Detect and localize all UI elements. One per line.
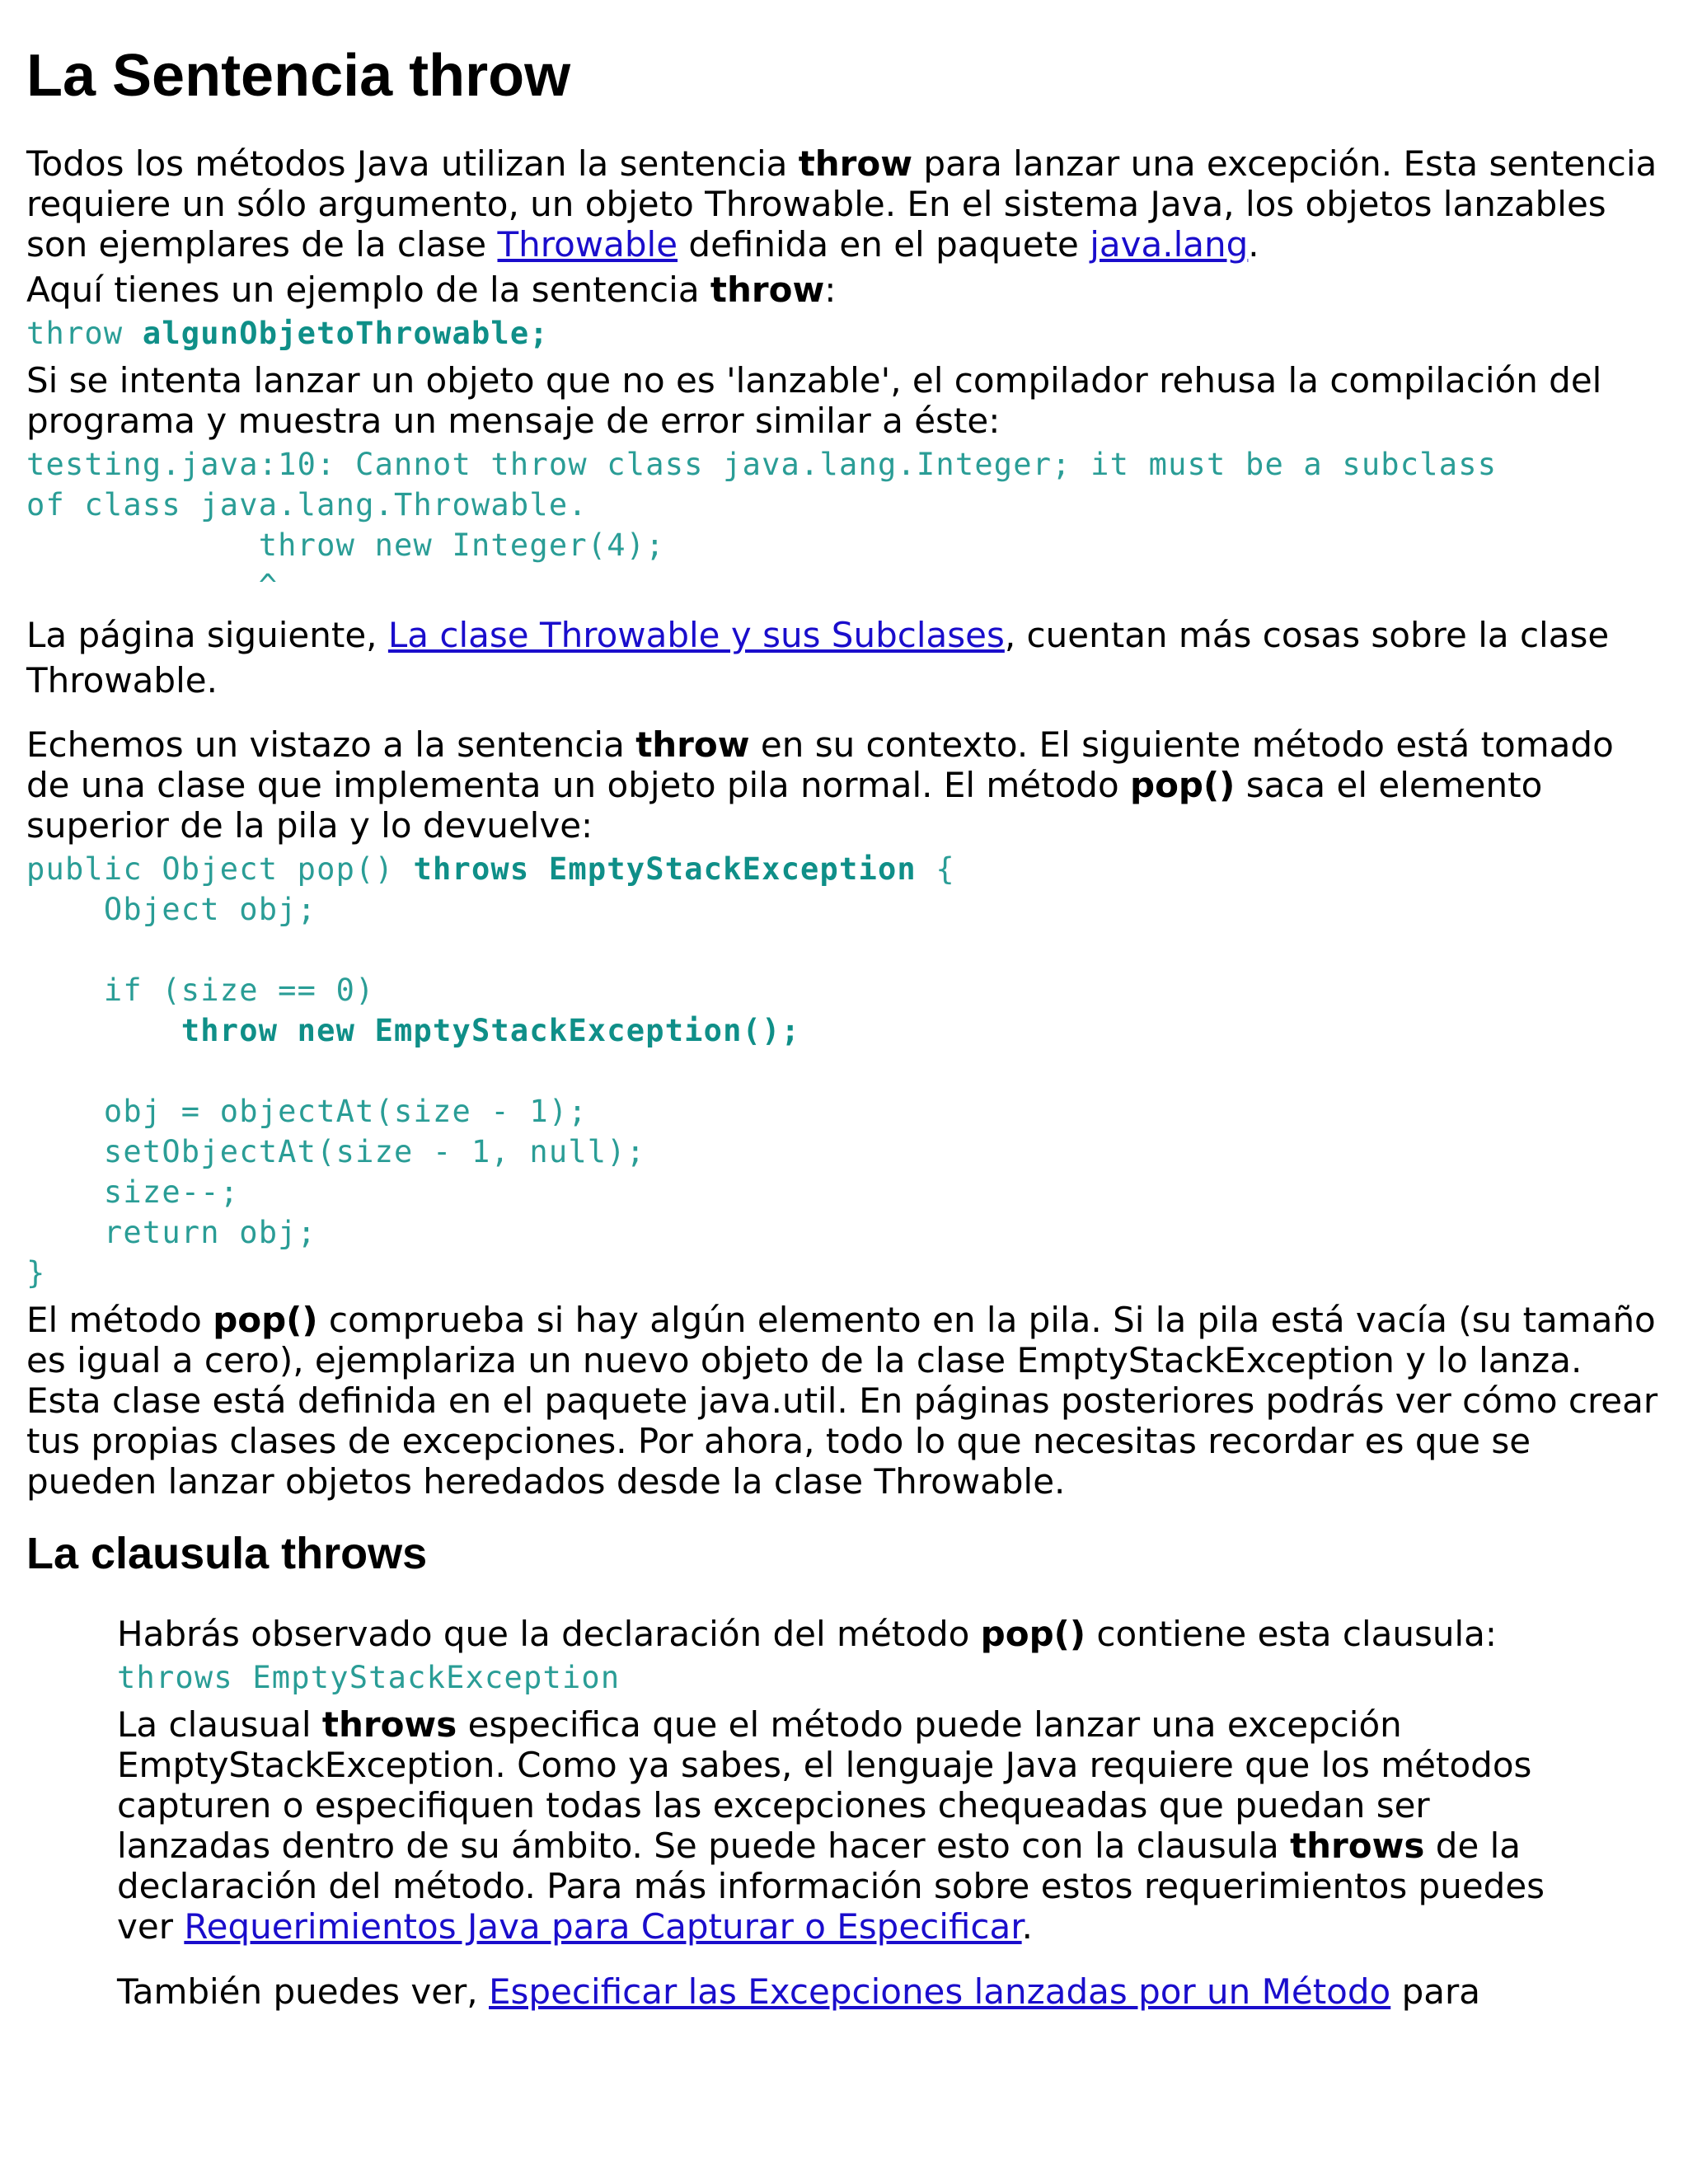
text: para	[1390, 1971, 1480, 2012]
text: saca el elemento superior de la pila y lo devuelve:	[26, 765, 1543, 846]
code-line	[26, 1010, 1663, 1051]
code-line: return obj;	[26, 1215, 317, 1250]
text: La página siguiente,	[26, 615, 388, 655]
text: El método	[26, 1300, 213, 1340]
link-java-lang[interactable]: java.lang	[1090, 224, 1249, 265]
paragraph-pop-explanation	[26, 1300, 1663, 1502]
code-pop-method	[26, 849, 1663, 1293]
link-especificar-excepciones[interactable]: Especificar las Excepciones lanzadas por un Método	[489, 1971, 1391, 2012]
text: de la declaración del método. Para más información sobre estos requerimientos puedes ver	[117, 1825, 1545, 1947]
section-title-throws: La clausula throws	[26, 1529, 428, 1578]
code-line: ^	[26, 568, 279, 603]
text: La clausual	[117, 1704, 322, 1745]
keyword-throw: throw	[798, 143, 913, 184]
paragraph-context	[26, 724, 1663, 846]
code-bold: throw new EmptyStackException();	[181, 1013, 801, 1048]
code-line: of class java.lang.Throwable.	[26, 487, 588, 523]
code-line: if (size == 0)	[26, 972, 375, 1008]
code-text: {	[916, 851, 955, 887]
code-indent	[26, 1013, 181, 1048]
code-line-blank	[26, 1051, 1663, 1091]
text: Todos los métodos Java utilizan la sentencia	[26, 143, 799, 184]
code-text: throw	[26, 316, 143, 351]
text: , cuentan más cosas sobre la clase Throwable.	[26, 615, 1610, 701]
blockquote-throws	[117, 1614, 1663, 2012]
code-line: setObjectAt(size - 1, null);	[26, 1134, 646, 1169]
keyword-pop: pop()	[980, 1614, 1086, 1654]
text: especifica que el método puede lanzar una excepción EmptyStackException. Como ya sabes, el lenguaje Java requiere que los métodos capturen o especifiquen todas las excepciones chequeadas que puedan ser lanzadas dentro de su ámbito. Se puede hacer esto con la clausula	[117, 1704, 1532, 1866]
text: comprueba si hay algún elemento en la pila. Si la pila está vacía (su tamaño es igual a cero), ejemplariza un nuevo objeto de la clase EmptyStackException y lo lanza. Esta clase está definida en el paquete java.util. En páginas posteriores podrás ver cómo crear tus propias clases de excepciones. Por ahora, todo lo que necesitas recordar es que se pueden lanzar objetos heredados desde la clase Throwable.	[26, 1300, 1658, 1502]
code-line-blank	[26, 930, 1663, 970]
code-line: }	[26, 1255, 46, 1291]
keyword-throw: throw	[635, 724, 750, 765]
text: definida en el paquete	[678, 224, 1090, 265]
paragraph-throws-intro	[117, 1614, 1663, 1654]
keyword-throw: throw	[710, 269, 825, 310]
code-text: public Object pop()	[26, 851, 414, 887]
code-bold: algunObjetoThrowable;	[142, 316, 549, 351]
keyword-throws: throws	[1290, 1825, 1425, 1866]
text: Habrás observado que la declaración del método	[117, 1614, 981, 1654]
code-line: obj = objectAt(size - 1);	[26, 1094, 588, 1129]
paragraph-compiler-error: Si se intenta lanzar un objeto que no es 'lanzable', el compilador rehusa la compilación del programa y muestra un mensaje de error similar a éste:	[26, 360, 1602, 441]
code-line: throw new Integer(4);	[26, 527, 665, 563]
text: :	[824, 269, 837, 310]
text: contiene esta clausula:	[1085, 1614, 1498, 1654]
paragraph-throws-detail	[117, 1704, 1592, 1947]
keyword-pop: pop()	[1130, 765, 1236, 805]
link-requerimientos[interactable]: Requerimientos Java para Capturar o Especificar	[184, 1906, 1022, 1947]
text: Aquí tienes un ejemplo de la sentencia	[26, 269, 710, 310]
text: .	[1248, 224, 1259, 265]
code-error-message	[26, 444, 1663, 606]
text: Echemos un vistazo a la sentencia	[26, 724, 636, 765]
paragraph-intro	[26, 143, 1667, 265]
link-throwable[interactable]: Throwable	[497, 224, 678, 265]
text: .	[1021, 1906, 1033, 1947]
text: para lanzar una excepción. Esta sentencia requiere un sólo argumento, un objeto Throwable. En el sistema Java, los objetos lanzables son ejemplares de la clase	[26, 143, 1658, 265]
text: en su contexto. El siguiente método está tomado de una clase que implementa un objeto pila normal. El método	[26, 724, 1614, 805]
code-line	[26, 849, 1663, 889]
paragraph-see-also	[117, 1971, 1663, 2012]
paragraph-next-page	[26, 612, 1663, 703]
code-line: Object obj;	[26, 892, 317, 927]
code-throw-example	[26, 313, 1663, 354]
link-throwable-subclasses[interactable]: La clase Throwable y sus Subclases	[387, 615, 1005, 655]
code-line: size--;	[26, 1174, 240, 1210]
paragraph-example-intro	[26, 269, 1663, 310]
code-throws-clause: throws EmptyStackException	[117, 1660, 621, 1695]
text: También puedes ver,	[117, 1971, 490, 2012]
page-title: La Sentencia throw	[26, 43, 571, 109]
code-bold: throws EmptyStackException	[413, 851, 917, 887]
keyword-pop: pop()	[213, 1300, 318, 1340]
code-line: testing.java:10: Cannot throw class java.lang.Integer; it must be a subclass	[26, 447, 1498, 482]
keyword-throws: throws	[321, 1704, 457, 1745]
